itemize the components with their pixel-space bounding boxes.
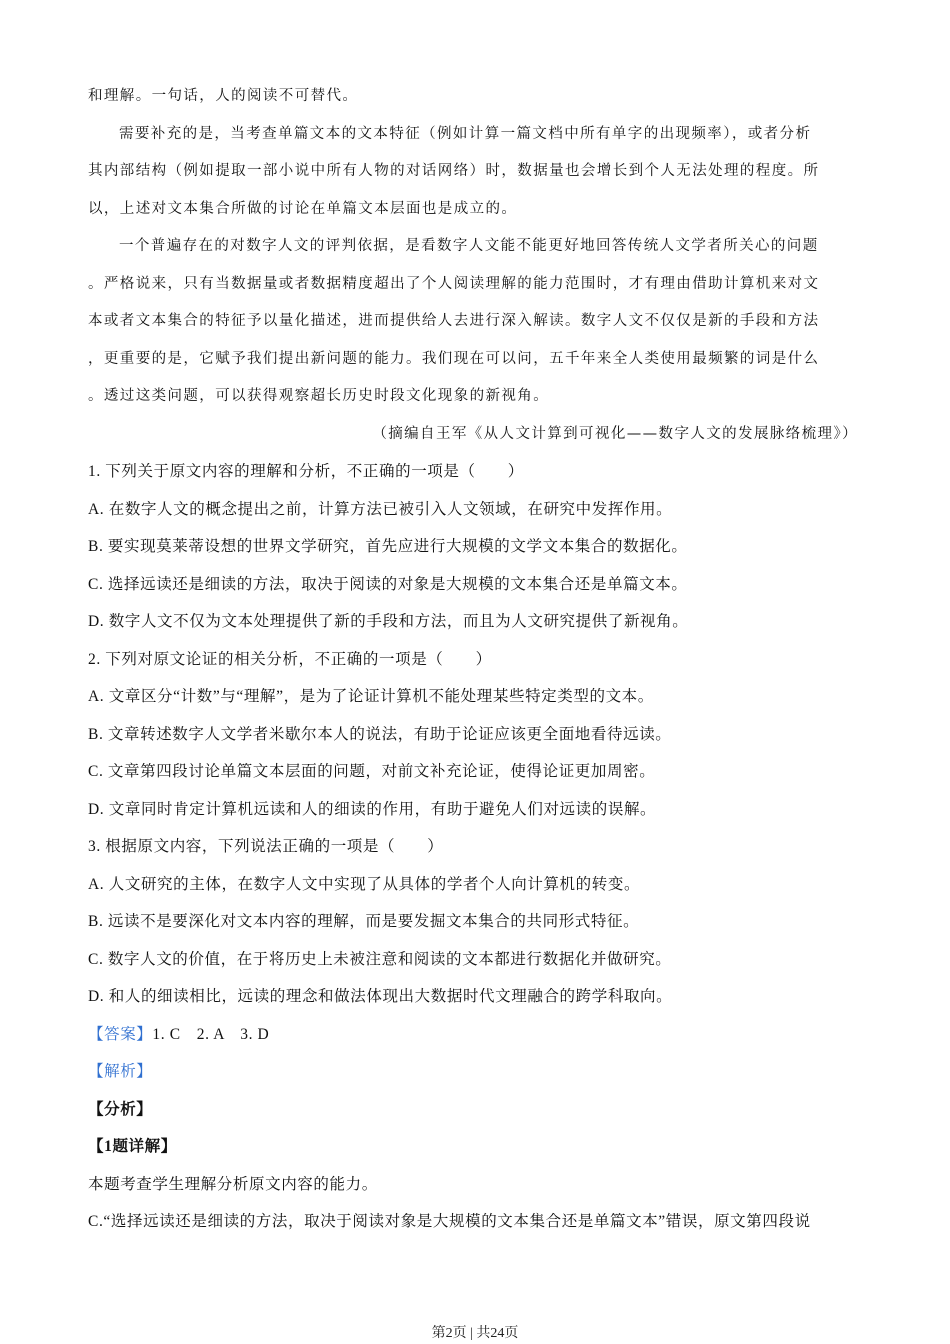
q1-detail-heading: 【1题详解】	[88, 1138, 177, 1155]
question-option: B. 要实现莫莱蒂设想的世界文学研究，首先应进行大规模的文学文本集合的数据化。	[88, 538, 688, 555]
fenxi-heading: 【分析】	[88, 1100, 153, 1118]
passage-line: 和理解。一句话，人的阅读不可替代。	[88, 88, 359, 104]
passage-line: 以，上述对文本集合所做的讨论在单篇文本层面也是成立的。	[88, 200, 518, 217]
question-1	[88, 453, 858, 641]
analysis-text: 本题考查学生理解分析原文内容的能力。	[88, 1175, 378, 1193]
passage-line: 其内部结构（例如提取一部小说中所有人物的对话网络）时，数据量也会增长到个人无法处理的程度。所	[88, 163, 820, 179]
question-option: C. 数字人文的价值，在于将历史上未被注意和阅读的文本都进行数据化并做研究。	[88, 950, 672, 968]
question-stem: 3. 根据原文内容，下列说法正确的一项是（ ）	[88, 838, 444, 855]
question-option: B. 文章转述数字人文学者米歇尔本人的说法，有助于论证应该更全面地看待远读。	[88, 725, 672, 743]
passage-line: 需要补充的是，当考查单篇文本的文本特征（例如计算一篇文档中所有单字的出现频率），或者分析	[119, 125, 812, 142]
answer-line	[88, 1016, 858, 1054]
question-2	[88, 641, 858, 829]
passage-line: ，更重要的是，它赋予我们提出新问题的能力。我们现在可以问，五千年来全人类使用最频繁的词是什么	[88, 350, 820, 367]
page-footer: 第2页 | 共24页	[431, 1326, 519, 1341]
passage-line: 。透过这类问题，可以获得观察超长历史时段文化现象的新视角。	[88, 388, 550, 404]
answer-tag: 【答案】	[88, 1025, 153, 1043]
question-option: C. 选择远读还是细读的方法，取决于阅读的对象是大规模的文本集合还是单篇文本。	[88, 575, 688, 593]
question-option: D. 和人的细读相比，远读的理念和做法体现出大数据时代文理融合的跨学科取向。	[88, 988, 673, 1005]
analysis-heading	[88, 1053, 858, 1091]
analysis-tag: 【解析】	[88, 1063, 153, 1080]
reading-passage	[88, 78, 858, 453]
passage-line: 一个普遍存在的对数字人文的评判依据，是看数字人文能不能更好地回答传统人文学者所关心的问题	[119, 238, 819, 254]
passage-source: （摘编自王军《从人文计算到可视化——数字人文的发展脉络梳理》）	[372, 425, 858, 442]
question-option: D. 数字人文不仅为文本处理提供了新的手段和方法，而且为人文研究提供了新视角。	[88, 613, 689, 630]
question-stem: 1. 下列关于原文内容的理解和分析，不正确的一项是（ ）	[88, 463, 524, 480]
answer-values: 1. C 2. A 3. D	[152, 1025, 270, 1043]
question-option: A. 文章区分“计数”与“理解”，是为了论证计算机不能处理某些特定类型的文本。	[88, 688, 654, 705]
question-option: B. 远读不是要深化对文本内容的理解，而是要发掘文本集合的共同形式特征。	[88, 913, 640, 930]
question-option: C. 文章第四段讨论单篇文本层面的问题，对前文补充论证，使得论证更加周密。	[88, 763, 656, 780]
question-stem: 2. 下列对原文论证的相关分析，不正确的一项是（ ）	[88, 650, 492, 668]
passage-line: 。严格说来，只有当数据量或者数据精度超出了个人阅读理解的能力范围时，才有理由借助计算机来对文	[88, 275, 820, 292]
passage-line: 本或者文本集合的特征予以量化描述，进而提供给人去进行深入解读。数字人文不仅仅是新的手段和方法	[88, 313, 820, 329]
page-content	[88, 78, 858, 1241]
analysis-text: C.“选择远读还是细读的方法，取决于阅读对象是大规模的文本集合还是单篇文本”错误，原文第四段说	[88, 1213, 811, 1230]
question-3	[88, 828, 858, 1016]
question-option: A. 在数字人文的概念提出之前，计算方法已被引入人文领域，在研究中发挥作用。	[88, 500, 673, 518]
question-option: D. 文章同时肯定计算机远读和人的细读的作用，有助于避免人们对远读的误解。	[88, 800, 657, 818]
question-option: A. 人文研究的主体，在数字人文中实现了从具体的学者个人向计算机的转变。	[88, 875, 641, 893]
